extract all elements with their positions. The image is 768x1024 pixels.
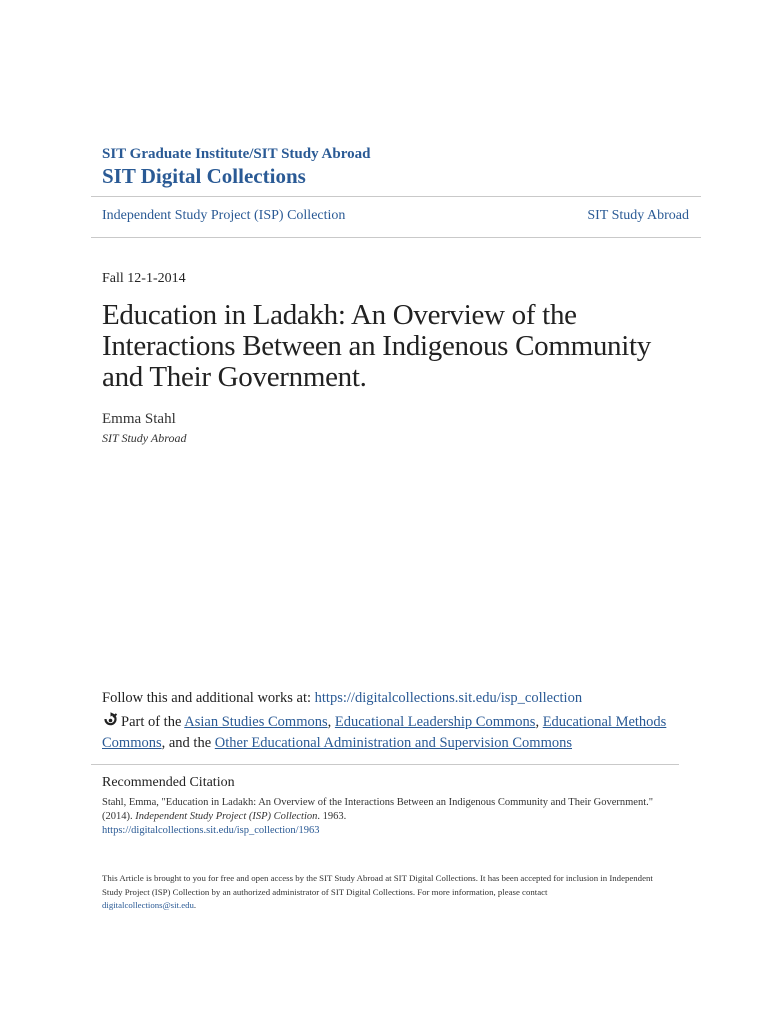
commons-link-other-educational-administration[interactable]: Other Educational Administration and Supervision Commons — [214, 735, 573, 751]
institution-link[interactable]: SIT Graduate Institute/SIT Study Abroad — [102, 146, 371, 162]
site-name-link[interactable]: SIT Digital Collections — [102, 164, 306, 188]
nav-divider — [91, 237, 701, 238]
citation-url-link[interactable]: https://digitalcollections.sit.edu/isp_collection/1963 — [102, 825, 320, 836]
collection-url-link[interactable]: https://digitalcollections.sit.edu/isp_collection — [314, 690, 583, 706]
part-of-line — [102, 712, 682, 753]
article-title: Education in Ladakh: An Overview of the Interactions Between an Indigenous Community and Their Government. — [102, 299, 651, 393]
contact-email-link[interactable]: digitalcollections@sit.edu — [102, 900, 194, 910]
open-access-icon — [102, 712, 119, 734]
commons-link-asian-studies[interactable]: Asian Studies Commons — [184, 714, 328, 730]
citation-number: . 1963. — [317, 811, 347, 822]
top-divider — [91, 196, 701, 197]
part-of-label: Part of the — [121, 714, 185, 730]
publication-date: Fall 12-1-2014 — [102, 271, 186, 286]
author-affiliation: SIT Study Abroad — [102, 431, 187, 445]
citation-divider — [91, 764, 679, 765]
notice-text: This Article is brought to you for free and open access by the SIT Study Abroad at SIT Digital Collections. It has been accepted for inclusion in Independent Study Project (ISP) Collection by an authorized administrator of SIT Digital Collections. For more information, please contact — [102, 873, 653, 897]
author-name: Emma Stahl — [102, 411, 176, 427]
follow-line — [102, 689, 582, 707]
follow-label: Follow this and additional works at: — [102, 690, 315, 706]
commons-separator: , — [327, 714, 335, 730]
commons-link-educational-leadership[interactable]: Educational Leadership Commons — [334, 714, 536, 730]
commons-link-educational-methods[interactable]: Educational Methods Commons — [102, 714, 667, 751]
access-notice — [102, 872, 662, 913]
collection-link[interactable]: Independent Study Project (ISP) Collection — [102, 208, 346, 223]
citation-text — [102, 796, 662, 838]
commons-separator: , and the — [161, 735, 215, 751]
citation-heading: Recommended Citation — [102, 775, 235, 790]
repository-header — [102, 145, 370, 189]
citation-collection: Independent Study Project (ISP) Collection — [135, 811, 318, 822]
citation-body: Stahl, Emma, "Education in Ladakh: An Overview of the Interactions Between an Indigenous Community and Their Government." (2014). — [102, 797, 654, 822]
commons-separator: , — [535, 714, 543, 730]
program-link[interactable]: SIT Study Abroad — [587, 208, 689, 223]
notice-end: . — [193, 900, 197, 910]
